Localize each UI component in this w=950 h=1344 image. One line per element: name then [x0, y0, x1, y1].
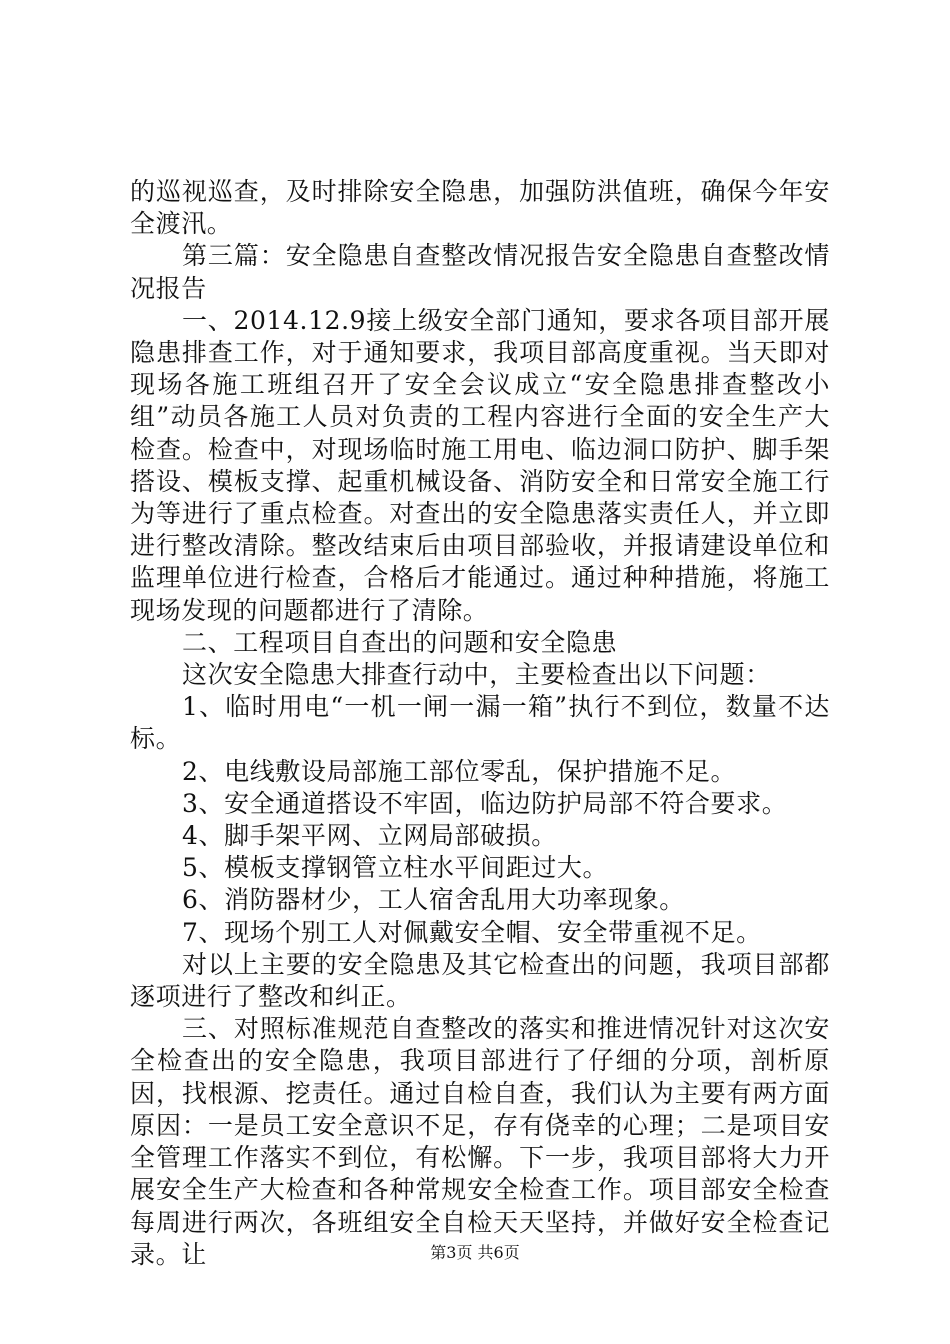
- paragraph: 1、临时用电“一机一闸一漏一箱”执行不到位，数量不达标。: [130, 692, 830, 754]
- paragraph: 对以上主要的安全隐患及其它检查出的问题，我项目部都逐项进行了整改和纠正。: [130, 949, 830, 1012]
- paragraph: 这次安全隐患大排查行动中，主要检查出以下问题：: [182, 660, 771, 690]
- paragraph: 6、消防器材少，工人宿舍乱用大功率现象。: [182, 885, 685, 915]
- document-body: [130, 176, 830, 1271]
- paragraph: 4、脚手架平网、立网局部破损。: [182, 821, 557, 851]
- paragraph: 5、模板支撑钢管立柱水平间距过大。: [182, 853, 609, 883]
- paragraph: 3、安全通道搭设不牢固，临边防护局部不符合要求。: [182, 788, 788, 818]
- page-footer: 第3页 共6页: [430, 1243, 520, 1262]
- paragraph: 二、工程项目自查出的问题和安全隐患: [182, 627, 618, 657]
- paragraph: 2、电线敷设局部施工部位零乱，保护措施不足。: [182, 756, 737, 786]
- paragraph: 一、2014.12.9接上级安全部门通知，要求各项目部开展隐患排查工作，对于通知要求，我项目部高度重视。当天即对现场各施工班组召开了安全会议成立“安全隐患排查整改小组”动员各施工人员对负责的工程内容进行全面的安全生产大检查。检查中，对现场临时施工用电、临边洞口防护、脚手架搭设、模板支撑、起重机械设备、消防安全和日常安全施工行为等进行了重点检查。对查出的安全隐患落实责任人，并立即进行整改清除。整改结束后由项目部验收，并报请建设单位和监理单位进行检查，合格后才能通过。通过种种措施，将施工现场发现的问题都进行了清除。: [130, 305, 830, 625]
- paragraph: 7、现场个别工人对佩戴安全帽、安全带重视不足。: [182, 917, 762, 947]
- paragraph: 的巡视巡查，及时排除安全隐患，加强防洪值班，确保今年安全渡汛。: [130, 177, 830, 239]
- paragraph: 三、对照标准规范自查整改的落实和推进情况针对这次安全检查出的安全隐患，我项目部进行了仔细的分项，剖析原因，找根源、挖责任。通过自检自查，我们认为主要有两方面原因：一是员工安全意识不足，存有侥幸的心理；二是项目安全管理工作落实不到位，有松懈。下一步，我项目部将大力开展安全生产大检查和各种常规安全检查工作。项目部安全检查每周进行两次，各班组安全自检天天坚持，并做好安全检查记录。让: [130, 1014, 830, 1269]
- paragraph: 第三篇：安全隐患自查整改情况报告安全隐患自查整改情况报告: [130, 241, 830, 303]
